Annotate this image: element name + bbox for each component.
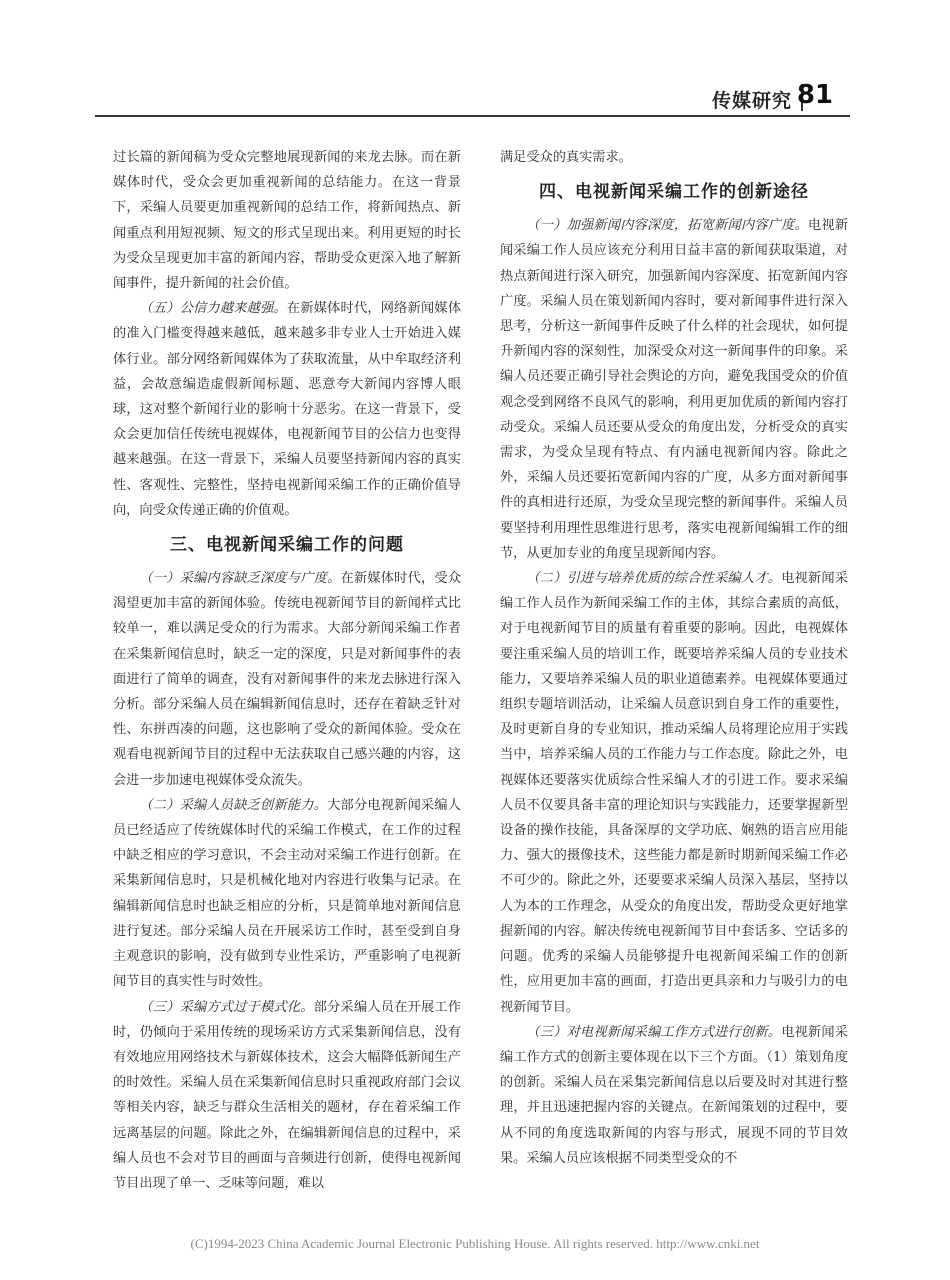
paragraph: 满足受众的真实需求。 (500, 150, 632, 165)
paragraph-body: 电视新闻采编工作人员作为新闻采编工作的主体，其综合素质的高低，对于电视新闻节目的质量有着重要的影响。因此，电视媒体要注重采编人员的培训工作，既要培养采编人员的专业技术能力，又要培养采编人员的职业道德素养。电视媒体要通过组织专题培训活动，让采编人员意识到自身工作的重要性，及时更新自身的专业知识，推动采编人员将理论应用于实践当中，培养采编人员的工作能力与工作态度。除此之外，电视媒体还要落实优质综合性采编人才的引进工作。要求采编人员不仅要具备丰富的理论知识与实践能力，还要掌握新型设备的操作技能，具备深厚的文学功底、娴熟的语言应用能力、强大的摄像技术，这些能力都是新时期新闻采编工作必不可少的。除此之外，还要要求采编人员深入基层，坚持以人为本的工作理念，从受众的角度出发，帮助受众更好地掌握新闻的内容。解决传统电视新闻节目中套话多、空话多的问题。优秀的采编人员能够提升电视新闻采编工作的创新性，应用更加丰富的画面，打造出更具亲和力与吸引力的电视新闻节目。 (500, 571, 849, 1015)
right-column (500, 145, 848, 1171)
paragraph-lead: （二）引进与培养优质的综合性采编人才。 (526, 571, 782, 587)
paragraph-lead: （五）公信力越来越强。 (139, 301, 287, 317)
paragraph-lead: （一）加强新闻内容深度，拓宽新闻内容广度。 (526, 218, 808, 234)
paragraph (113, 566, 461, 793)
section-heading: 四、电视新闻采编工作的创新途径 (539, 182, 809, 203)
paragraph (113, 296, 461, 523)
paragraph (113, 995, 461, 1197)
paragraph: 过长篇的新闻稿为受众完整地展现新闻的来龙去脉。而在新媒体时代，受众会更加重视新闻的总结能力。在这一背景下，采编人员要更加重视新闻的总结工作，将新闻热点、新闻重点利用短视频、短文的形式呈现出来。利用更短的时长为受众呈现更加丰富的新闻内容，帮助受众更深入地了解新闻事件，提升新闻的社会价值。 (113, 150, 461, 292)
paragraph (113, 793, 461, 995)
journal-title: 传媒研究 (711, 90, 792, 112)
paragraph-body: 电视新闻采编工作方式的创新主要体现在以下三个方面。（1）策划角度的创新。采编人员在采集完新闻信息以后要及时对其进行整理，并且迅速把握内容的关键点。在新闻策划的过程中，要从不同的角度选取新闻的内容与形式，展现不同的节目效果。采编人员应该根据不同类型受众的不 (500, 1024, 849, 1166)
copyright-footer: (C)1994-2023 China Academic Journal Electronic Publishing House. All rights reserved. http://www.cnki.net (190, 1236, 760, 1251)
paragraph (500, 566, 848, 1020)
paragraph-body: 在新媒体时代，受众渴望更加丰富的新闻体验。传统电视新闻节目的新闻样式比较单一，难以满足受众的行为需求。大部分新闻采编工作者在采集新闻信息时，缺乏一定的深度，只是对新闻事件的表面进行了简单的调查，没有对新闻事件的来龙去脉进行深入分析。部分采编人员在编辑新闻信息时，还存在着缺乏针对性、东拼西凑的问题，这也影响了受众的新闻体验。受众在观看电视新闻节目的过程中无法获取自己感兴趣的内容，这会进一步加速电视媒体受众流失。 (113, 571, 462, 788)
paragraph (500, 213, 848, 566)
paragraph-body: 电视新闻采编工作人员应该充分利用日益丰富的新闻获取渠道，对热点新闻进行深入研究，加强新闻内容深度、拓宽新闻内容广度。采编人员在策划新闻内容时，要对新闻事件进行深入思考，分析这一新闻事件反映了什么样的社会现状，如何提升新闻内容的深刻性，加深受众对这一新闻事件的印象。采编人员还要正确引导社会舆论的方向，避免我国受众的价值观念受到网络不良风气的影响，利用更加优质的新闻内容打动受众。采编人员还要从受众的角度出发，分析受众的真实需求，为受众呈现有特点、有内涵电视新闻内容。除此之外，采编人员还要拓宽新闻内容的广度，从多方面对新闻事件的真相进行还原，为受众呈现完整的新闻事件。采编人员要坚持利用理性思维进行思考，落实电视新闻编辑工作的细节，从更加专业的角度呈现新闻内容。 (500, 218, 849, 561)
page-number: 81 (796, 80, 833, 110)
paragraph-lead: （一）采编内容缺乏深度与广度。 (139, 571, 341, 587)
header-rule (95, 115, 850, 117)
paragraph-lead: （三）对电视新闻采编工作方式进行创新。 (526, 1024, 782, 1040)
section-heading: 三、电视新闻采编工作的问题 (170, 535, 404, 556)
paragraph (500, 1020, 848, 1171)
left-column (113, 145, 461, 1196)
paragraph-body: 在新媒体时代，网络新闻媒体的准入门槛变得越来越低，越来越多非专业人士开始进入媒体行业。部分网络新闻媒体为了获取流量，从中牟取经济利益，会故意编造虚假新闻标题、恶意夸大新闻内容博人眼球，这对整个新闻行业的影响十分恶劣。在这一背景下，受众会更加信任传统电视媒体，电视新闻节目的公信力也变得越来越强。在这一背景下，采编人员要坚持新闻内容的真实性、客观性、完整性，坚持电视新闻采编工作的正确价值导向，向受众传递正确的价值观。 (113, 301, 462, 518)
paragraph-lead: （二）采编人员缺乏创新能力。 (139, 797, 328, 813)
paragraph-body: 大部分电视新闻采编人员已经适应了传统媒体时代的采编工作模式，在工作的过程中缺乏相应的学习意识，不会主动对采编工作进行创新。在采集新闻信息时，只是机械化地对内容进行收集与记录。在编辑新闻信息时也缺乏相应的分析，只是简单地对新闻信息进行复述。部分采编人员在开展采访工作时，甚至受到自身主观意识的影响，没有做到专业性采访，严重影响了电视新闻节目的真实性与时效性。 (113, 797, 461, 990)
page-header (95, 78, 850, 118)
paragraph-body: 部分采编人员在开展工作时，仍倾向于采用传统的现场采访方式采集新闻信息，没有有效地应用网络技术与新媒体技术，这会大幅降低新闻生产的时效性。采编人员在采集新闻信息时只重视政府部门会议等相关内容，缺乏与群众生活相关的题材，存在着采编工作远离基层的问题。除此之外，在编辑新闻信息的过程中，采编人员也不会对节目的画面与音频进行创新，使得电视新闻节目出现了单一、乏味等问题，难以 (113, 999, 462, 1191)
paragraph-lead: （三）采编方式过于模式化。 (139, 999, 314, 1015)
